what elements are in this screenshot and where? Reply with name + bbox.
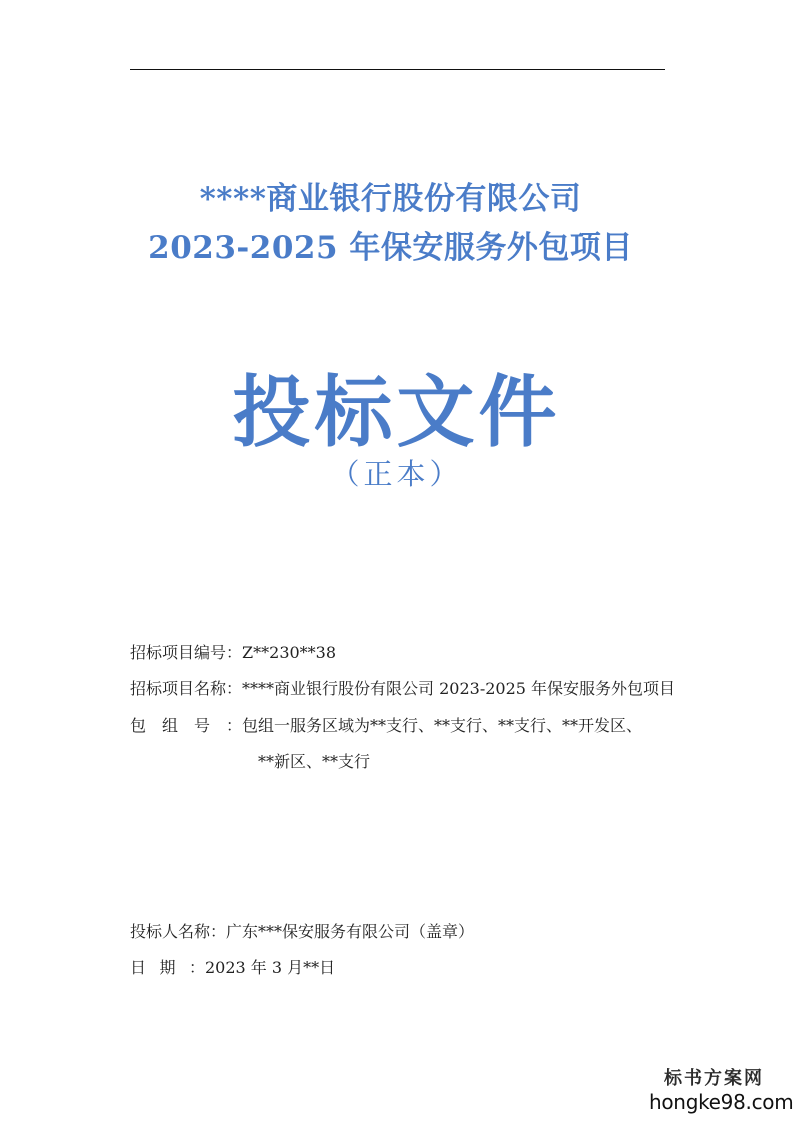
header-rule — [130, 69, 665, 70]
bidder-row — [130, 921, 474, 943]
date-label: 日期： — [130, 958, 205, 977]
package-value-line2: **新区、**支行 — [258, 752, 371, 771]
package-value-line1: 包组一服务区域为**支行、**支行、**支行、**开发区、 — [242, 716, 643, 735]
document-type-heading: 投标文件 — [232, 368, 561, 458]
bidder-label: 投标人名称： — [130, 922, 227, 941]
site-watermark — [649, 1068, 793, 1114]
package-row — [130, 715, 642, 737]
date-value: 2023 年 3 月**日 — [205, 958, 336, 977]
document-copy-label: （正本） — [330, 457, 463, 491]
project-code-row — [130, 642, 336, 664]
project-name-row — [130, 678, 675, 700]
cover-title-line1: ****商业银行股份有限公司 — [199, 181, 582, 217]
watermark-brand: 标书方案网 — [664, 1068, 764, 1089]
package-label: 包组号： — [130, 716, 242, 735]
project-name-label: 招标项目名称： — [130, 679, 243, 698]
project-code-label: 招标项目编号： — [130, 643, 243, 662]
project-code-value: Z**230**38 — [242, 643, 337, 662]
watermark-domain: hongke98.com — [649, 1090, 793, 1114]
date-row — [130, 957, 335, 979]
bidder-value: 广东***保安服务有限公司（盖章） — [226, 922, 475, 941]
cover-title-line2: 2023-2025 年保安服务外包项目 — [148, 230, 633, 266]
package-value-continuation — [258, 751, 370, 773]
project-name-value: ****商业银行股份有限公司 2023-2025 年保安服务外包项目 — [242, 679, 676, 698]
